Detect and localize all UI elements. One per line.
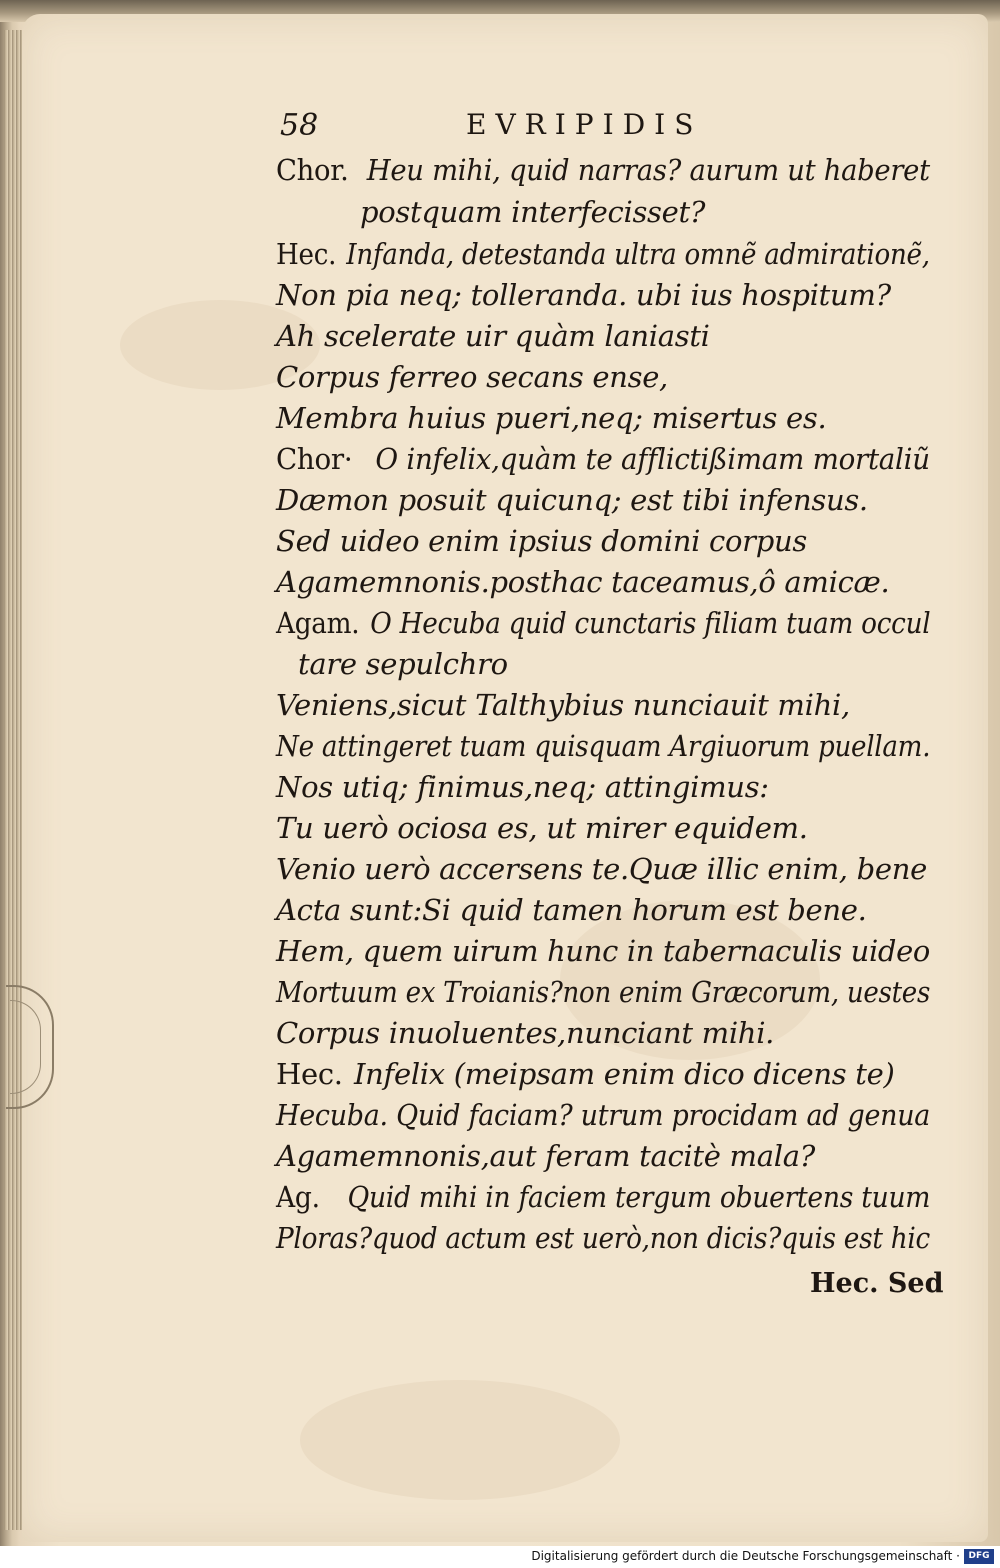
text-line: [276, 1177, 930, 1217]
text-line: [276, 150, 930, 190]
text-line: [276, 603, 930, 643]
line-text: Membra huius pueri,neq; misertus es.: [276, 401, 827, 435]
text-line: [276, 685, 850, 725]
page-number: 58: [280, 108, 319, 143]
line-text: Venio uerò accersens te.Quæ illic enim, bene: [276, 852, 928, 886]
line-text: Acta sunt:Si quid tamen horum est bene.: [276, 893, 867, 927]
text-line: [276, 931, 930, 971]
line-text: Infelix (meipsam enim dico dicens te): [354, 1057, 895, 1091]
text-line: [276, 1013, 774, 1053]
text-line: [276, 1136, 815, 1176]
catchword: Hec. Sed: [810, 1268, 944, 1299]
speaker-label: Chor.: [276, 153, 349, 187]
line-text: Agamemnonis,aut feram tacitè mala?: [276, 1139, 815, 1173]
text-line: [276, 726, 930, 766]
text-line: [276, 357, 668, 397]
line-text: Heu mihi, quid narras? aurum ut haberet: [366, 153, 930, 187]
line-text: tare sepulchro: [298, 647, 508, 681]
line-text: Hecuba. Quid faciam? utrum procidam ad genua: [276, 1098, 931, 1132]
text-line: [276, 275, 891, 315]
running-title: EVRIPIDIS: [466, 108, 703, 141]
text-line: [276, 439, 930, 479]
text-line: [276, 480, 868, 520]
dfg-logo: DFG: [964, 1549, 994, 1564]
text-line: [276, 562, 889, 602]
line-text: Sed uideo enim ipsius domini corpus: [276, 524, 807, 558]
speaker-label: Hec.: [276, 1057, 343, 1091]
text-line: [360, 192, 705, 232]
line-text: Ah scelerate uir quàm laniasti: [276, 319, 710, 353]
line-text: Corpus inuoluentes,nunciant mihi.: [276, 1016, 775, 1050]
line-text: Non pia neq; tolleranda. ubi ius hospitum?: [276, 278, 891, 312]
speaker-label: Chor·: [276, 442, 353, 476]
line-text: Veniens,sicut Talthybius nunciauit mihi,: [276, 688, 850, 722]
text-line: [298, 644, 508, 684]
line-text: O infelix,quàm te afflictißimam mortaliũ: [375, 442, 930, 476]
line-text: Mortuum ex Troianis?non enim Græcorum, uestes: [276, 975, 931, 1009]
text-line: [276, 398, 826, 438]
page-header: [280, 108, 920, 148]
text-line: [276, 234, 930, 274]
speaker-label: Hec.: [276, 237, 337, 271]
speaker-label: Agam.: [276, 606, 360, 640]
line-text: Ne attingeret tuam quisquam Argiuorum puellam.: [276, 729, 931, 763]
line-text: O Hecuba quid cunctaris filiam tuam occul: [370, 606, 931, 640]
speaker-label: Ag.: [276, 1180, 320, 1214]
line-text: Tu uerò ociosa es, ut mirer equidem.: [276, 811, 808, 845]
line-text: Ploras?quod actum est uerò,non dicis?quis est hic: [276, 1221, 930, 1255]
line-text: Infanda, detestanda ultra omnẽ admirationẽ,: [346, 237, 930, 271]
line-text: Agamemnonis.posthac taceamus,ô amicæ.: [276, 565, 890, 599]
text-line: [276, 1218, 930, 1258]
line-text: postquam interfecisset?: [360, 195, 706, 229]
digitization-footer: [0, 1546, 1000, 1568]
text-line: [276, 1054, 895, 1094]
text-line: [276, 767, 769, 807]
text-line: [276, 808, 808, 848]
text-line: [276, 521, 807, 561]
line-text: Hem, quem uirum hunc in tabernaculis uideo: [276, 934, 931, 968]
text-line: [276, 316, 710, 356]
text-line: [276, 972, 930, 1012]
line-text: Corpus ferreo secans ense,: [276, 360, 668, 394]
text-line: [276, 849, 927, 889]
text-line: [276, 890, 867, 930]
text-line: [276, 1095, 930, 1135]
line-text: Quid mihi in faciem tergum obuertens tuum: [347, 1180, 931, 1214]
footer-credit: Digitalisierung gefördert durch die Deutsche Forschungsgemeinschaft ·: [531, 1549, 960, 1563]
line-text: Nos utiq; finimus,neq; attingimus:: [276, 770, 769, 804]
line-text: Dæmon posuit quicunq; est tibi infensus.: [276, 483, 868, 517]
